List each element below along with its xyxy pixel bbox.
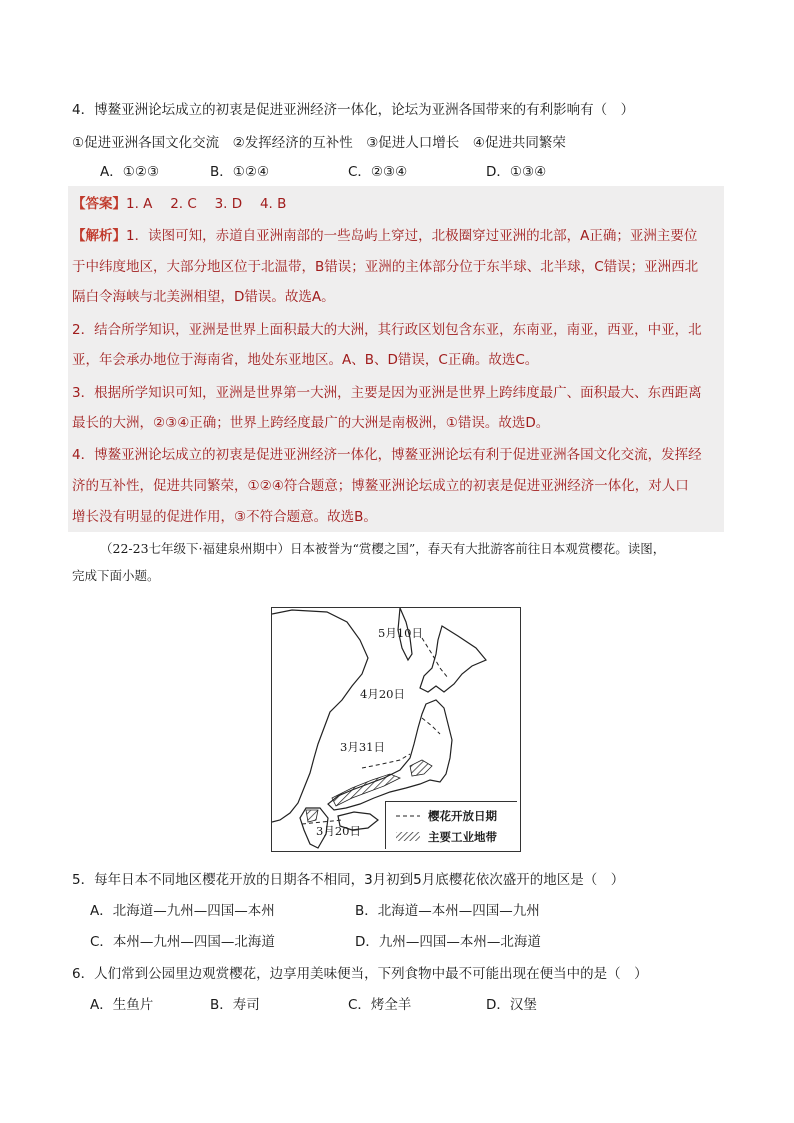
q4-option-c: C．②③④ [348, 164, 408, 180]
q5-option-c: C．本州—九州—四国—北海道 [90, 934, 275, 950]
q4-option-d: D．①③④ [486, 164, 547, 180]
hatch-pattern-icon [396, 832, 420, 841]
q5-stem: 5．每年日本不同地区樱花开放的日期各不相同，3月初到5月底樱花依次盛开的地区是（ ） [72, 872, 625, 888]
legend-blossom-date: 樱花开放日期 [428, 809, 497, 823]
analysis-line-5: 亚，年会承办地位于海南省，地处东亚地区。A、B、D错误，C正确。故选C。 [72, 352, 539, 368]
japan-cherry-blossom-map [271, 607, 521, 852]
analysis-line-9: 济的互补性，促进共同繁荣，①②④符合题意；博鳌亚洲论坛成立的初衷是促进亚洲经济一体化，对人口 [72, 478, 689, 494]
q5-option-b: B．北海道—本州—四国—九州 [355, 903, 540, 919]
q4-option-b: B．①②④ [210, 164, 270, 180]
hokkaido [420, 626, 486, 692]
analysis-line-10: 增长没有明显的促进作用，③不符合题意。故选B。 [72, 509, 377, 525]
q6-stem: 6．人们常到公园里边观赏樱花，边享用美味便当，下列食物中最不可能出现在便当中的是（ ） [72, 966, 648, 982]
legend-industrial-belt: 主要工业地带 [428, 830, 497, 844]
label-may-10: 5月10日 [378, 626, 423, 640]
analysis-line-6: 3．根据所学知识可知，亚洲是世界第一大洲，主要是因为亚洲是世界上跨纬度最广、面积最大、东西距离 [72, 385, 702, 401]
answer-text: 1. A 2. C 3. D 4. B [126, 196, 287, 212]
q6-option-a: A．生鱼片 [90, 997, 154, 1013]
map-legend [385, 801, 517, 849]
analysis-line-7: 最长的大洲，②③④正确；世界上跨经度最广的大洲是南极洲，①错误。故选D。 [72, 415, 550, 431]
analysis-line-1 [72, 226, 697, 246]
q4-stem: 4．博鳌亚洲论坛成立的初衷是促进亚洲经济一体化，论坛为亚洲各国带来的有利影响有（ ） [72, 102, 635, 118]
answer-line [72, 194, 286, 214]
answer-tag: 【答案】 [72, 196, 126, 212]
q5-option-d: D．九州—四国—本州—北海道 [355, 934, 541, 950]
analysis-line-4: 2．结合所学知识，亚洲是世界上面积最大的大洲，其行政区划包含东亚，东南亚，南亚，西亚，中亚，北 [72, 322, 702, 338]
analysis-text-1: 1．读图可知，赤道自亚洲南部的一些岛屿上穿过，北极圈穿过亚洲的北部，A正确；亚洲主要位 [126, 228, 698, 244]
intro-line-2: 完成下面小题。 [72, 568, 160, 583]
q4-items: ①促进亚洲各国文化交流 ②发挥经济的互补性 ③促进人口增长 ④促进共同繁荣 [72, 135, 566, 151]
analysis-line-3: 隔白令海峡与北美洲相望，D错误。故选A。 [72, 289, 335, 305]
legend-symbols [386, 802, 426, 849]
analysis-line-2: 于中纬度地区，大部分地区位于北温带，B错误；亚洲的主体部分位于东半球、北半球，C错误；亚洲西北 [72, 259, 699, 275]
label-apr-20: 4月20日 [360, 687, 405, 701]
intro-line-1: （22-23七年级下·福建泉州期中）日本被誉为“赏樱之国”，春天有大批游客前往日本观赏樱花。读图， [100, 541, 666, 556]
q4-option-a: A．①②③ [100, 164, 160, 180]
label-mar-31: 3月31日 [340, 740, 385, 754]
q6-option-d: D．汉堡 [486, 997, 537, 1013]
q6-option-c: C．烤全羊 [348, 997, 412, 1013]
q5-option-a: A．北海道—九州—四国—本州 [90, 903, 275, 919]
label-mar-20: 3月20日 [316, 824, 361, 838]
q6-option-b: B．寿司 [210, 997, 260, 1013]
industrial-belt-kyushu [306, 810, 318, 822]
analysis-line-8: 4．博鳌亚洲论坛成立的初衷是促进亚洲经济一体化，博鳌亚洲论坛有利于促进亚洲各国文化交流，发挥经 [72, 447, 702, 463]
analysis-tag: 【解析】 [72, 228, 126, 244]
